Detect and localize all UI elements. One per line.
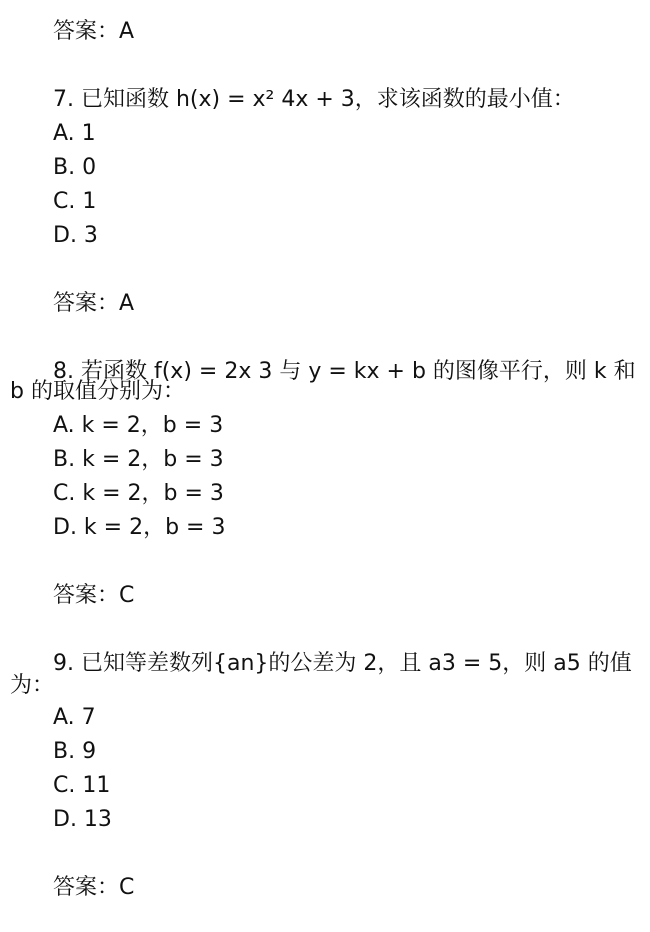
option-d: D. k = 2，b = 3: [53, 515, 226, 540]
option-a: A. 1: [53, 121, 96, 146]
option-a: A. 7: [53, 705, 96, 730]
question-stem-continued: b 的取值分别为：: [10, 379, 185, 404]
question-stem: 9. 已知等差数列{an}的公差为 2，且 a3 = 5，则 a5 的值: [53, 651, 632, 676]
option-b: B. 9: [53, 739, 97, 764]
option-c: C. 11: [53, 773, 111, 798]
question-stem: 8. 若函数 f(x) = 2x 3 与 y = kx + b 的图像平行，则 k 和: [53, 359, 636, 384]
answer-label: 答案：A: [53, 19, 135, 44]
option-d: D. 3: [53, 223, 98, 248]
option-b: B. 0: [53, 155, 97, 180]
question-stem-continued: 为：: [10, 673, 55, 698]
question-stem: 7. 已知函数 h(x) = x² 4x + 3，求该函数的最小值：: [53, 87, 575, 112]
option-c: C. k = 2，b = 3: [53, 481, 224, 506]
answer-label: 答案：C: [53, 875, 135, 900]
option-b: B. k = 2，b = 3: [53, 447, 224, 472]
option-a: A. k = 2，b = 3: [53, 413, 224, 438]
option-d: D. 13: [53, 807, 112, 832]
answer-label: 答案：A: [53, 291, 135, 316]
answer-label: 答案：C: [53, 583, 135, 608]
option-c: C. 1: [53, 189, 97, 214]
